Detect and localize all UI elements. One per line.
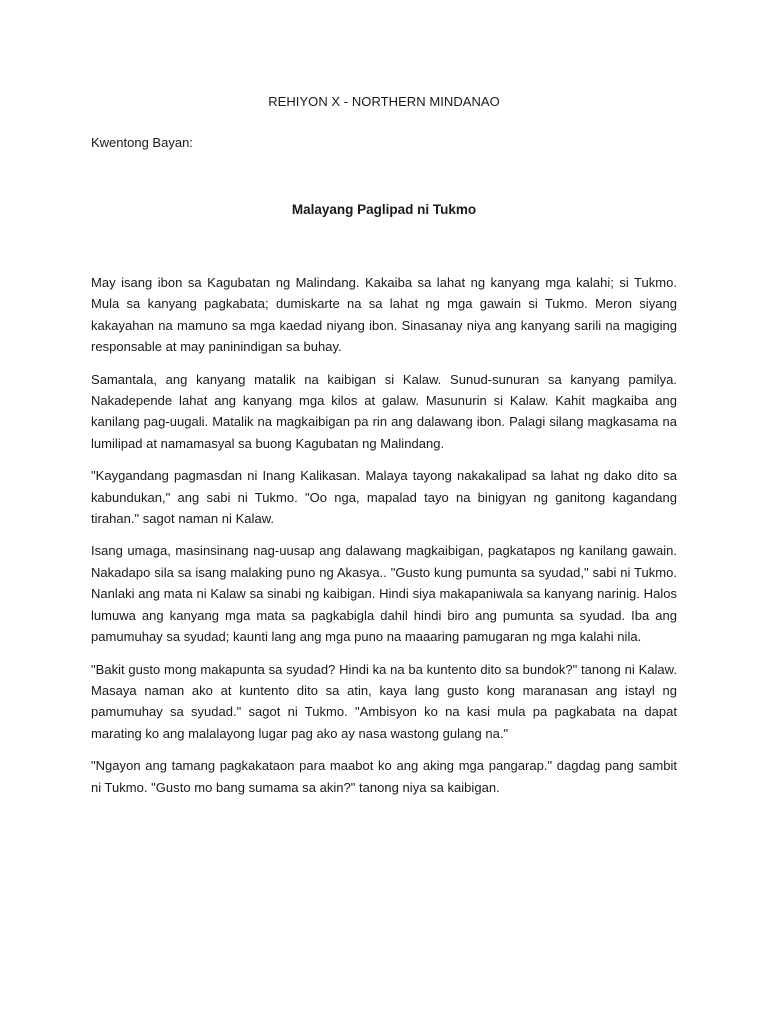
story-paragraph: May isang ibon sa Kagubatan ng Malindang. Kakaiba sa lahat ng kanyang mga kalahi; si Tukmo. Mula sa kanyang pagkabata; dumiskarte na sa lahat ng mga gawain si Tukmo. Meron siyang kakayahan na mamuno sa mga kaedad niyang ibon. Sinasanay niya ang kanyang sarili na magiging responsable at may paninindigan sa buhay. bbox=[91, 275, 677, 355]
story-body bbox=[91, 272, 677, 798]
story-paragraph: Isang umaga, masinsinang nag-uusap ang dalawang magkaibigan, pagkatapos ng kanilang gawain. Nakadapo sila sa isang malaking puno ng Akasya.. "Gusto kung pumunta sa syudad," sabi ni Tukmo. Nanlaki ang mata ni Kalaw sa sinabi ng kaibigan. Hindi siya makapaniwala sa kanyang narinig. Halos lumuwa ang kanyang mga mata sa pagkabigla dahil hindi biro ang pumunta sa syudad. Iba ang pamumuhay sa syudad; kaunti lang ang mga puno na maaaring pamugaran ng mga kalahi nila. bbox=[91, 543, 677, 645]
story-title: Malayang Paglipad ni Tukmo bbox=[291, 202, 477, 217]
story-paragraph: Samantala, ang kanyang matalik na kaibigan si Kalaw. Sunud-sunuran sa kanyang pamilya. Nakadepende lahat ang kanyang mga kilos at galaw. Masunurin si Kalaw. Kahit magkaiba ang kanilang pag-uugali. Matalik na magkaibigan pa rin ang dalawang ibon. Palagi silang magkasama na lumilipad at namamasyal sa buong Kagubatan ng Malindang. bbox=[91, 371, 677, 451]
region-heading: REHIYON X - NORTHERN MINDANAO bbox=[268, 94, 500, 109]
story-paragraph: "Kaygandang pagmasdan ni Inang Kalikasan. Malaya tayong nakakalipad sa lahat ng dako dito sa kabundukan," ang sabi ni Tukmo. "Oo nga, mapalad tayo na binigyan ng ganitong kagandang tirahan." sagot naman ni Kalaw. bbox=[91, 468, 677, 527]
genre-label: Kwentong Bayan: bbox=[91, 135, 193, 150]
story-paragraph: "Ngayon ang tamang pagkakataon para maabot ko ang aking mga pangarap." dagdag pang sambit ni Tukmo. "Gusto mo bang sumama sa akin?" tanong niya sa kaibigan. bbox=[91, 758, 677, 795]
story-paragraph: "Bakit gusto mong makapunta sa syudad? Hindi ka na ba kuntento dito sa bundok?" tanong ni Kalaw. Masaya naman ako at kuntento dito sa atin, kaya lang gusto kong maranasan ang istayl ng pamumuhay sa syudad." sagot ni Tukmo. "Ambisyon ko na kasi mula pa pagkabata na dapat marating ko ang malalayong lugar pag ako ay nasa wastong gulang na." bbox=[91, 661, 677, 741]
